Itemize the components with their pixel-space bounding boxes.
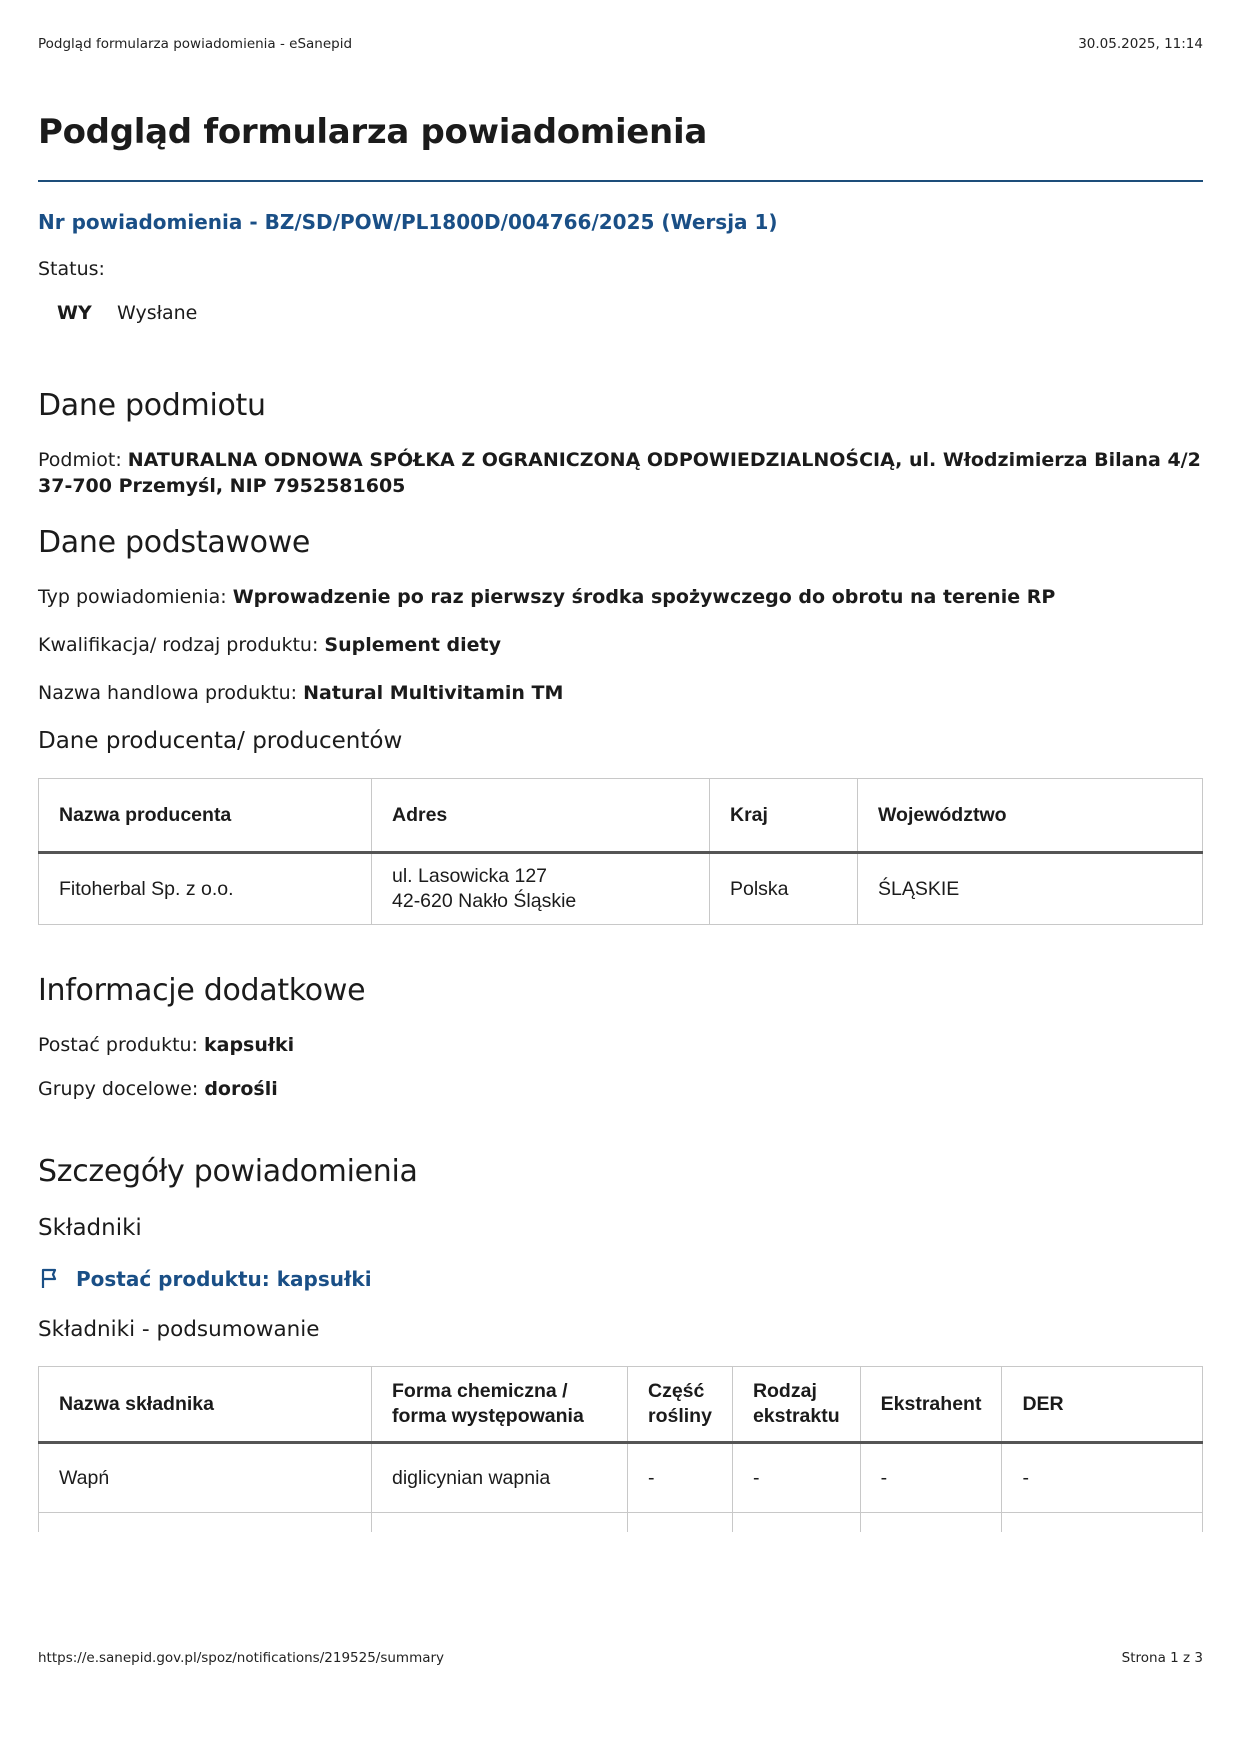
- column-header: DER: [1002, 1367, 1203, 1443]
- producer-address-line: 42-620 Nakło Śląskie: [392, 890, 577, 912]
- entity-field: [38, 447, 1203, 499]
- producers-header-row: [39, 779, 1203, 853]
- producers-heading: Dane producenta/ producentów: [38, 728, 403, 754]
- status-code: WY: [57, 302, 92, 324]
- column-header: Rodzaj ekstraktu: [732, 1367, 860, 1443]
- column-header: Część rośliny: [628, 1367, 733, 1443]
- product-form-link-label: Postać produktu: kapsułki: [76, 1267, 372, 1291]
- ingredient-der: -: [1002, 1443, 1203, 1513]
- product-kind-field: [38, 632, 1203, 658]
- ingredient-extract-type: -: [732, 1443, 860, 1513]
- column-header: Adres: [372, 779, 710, 853]
- product-name-value: Natural Multivitamin TM: [303, 682, 564, 704]
- status-badge: [57, 302, 1203, 324]
- product-name-label: Nazwa handlowa produktu:: [38, 682, 304, 704]
- producer-name: Fitoherbal Sp. z o.o.: [39, 853, 372, 925]
- column-header: Województwo: [858, 779, 1203, 853]
- page-number: Strona 1 z 3: [1121, 1650, 1203, 1666]
- notification-type-value: Wprowadzenie po raz pierwszy środka spożywczego do obrotu na terenie RP: [232, 586, 1056, 608]
- product-form-label: Postać produktu:: [38, 1034, 204, 1056]
- target-groups-field: [38, 1076, 1203, 1102]
- print-header-title: Podgląd formularza powiadomienia - eSanepid: [38, 36, 353, 52]
- ingredients-summary-heading: Składniki - podsumowanie: [38, 1317, 320, 1342]
- producer-address-line: ul. Lasowicka 127: [392, 865, 548, 887]
- ingredient-name: Wapń: [39, 1443, 372, 1513]
- producers-table: [38, 778, 1203, 925]
- page-url: https://e.sanepid.gov.pl/spoz/notifications/219525/summary: [38, 1650, 445, 1666]
- entity-label: Podmiot:: [38, 449, 128, 471]
- producer-country: Polska: [710, 853, 858, 925]
- table-row: [39, 1443, 1203, 1513]
- entity-value: NATURALNA ODNOWA SPÓŁKA Z OGRANICZONĄ ODPOWIEDZIALNOŚCIĄ, ul. Włodzimierza Bilana 4/2 37-700 Przemyśl, NIP 7952581605: [38, 449, 1201, 497]
- product-kind-value: Suplement diety: [324, 634, 502, 656]
- column-header: Ekstrahent: [860, 1367, 1002, 1443]
- notification-type-field: [38, 584, 1203, 610]
- status-label: Status:: [38, 258, 105, 280]
- page-title: Podgląd formularza powiadomienia: [38, 112, 1203, 182]
- table-row: [39, 1513, 1203, 1533]
- flag-icon: [38, 1267, 62, 1291]
- table-row: [39, 853, 1203, 925]
- status-text: Wysłane: [117, 302, 198, 324]
- print-header: [38, 36, 1203, 52]
- product-form-field: [38, 1032, 1203, 1058]
- ingredient-extractant: -: [860, 1443, 1002, 1513]
- section-additional-heading: Informacje dodatkowe: [38, 973, 366, 1008]
- column-header: Kraj: [710, 779, 858, 853]
- product-kind-label: Kwalifikacja/ rodzaj produktu:: [38, 634, 325, 656]
- column-header: Nazwa producenta: [39, 779, 372, 853]
- ingredients-table-wrapper: [38, 1366, 1203, 1532]
- document: [38, 112, 1203, 1532]
- target-groups-value: dorośli: [204, 1078, 278, 1100]
- ingredients-table: [38, 1366, 1203, 1532]
- producer-address: [372, 853, 710, 925]
- column-header: Forma chemiczna / forma występowania: [372, 1367, 628, 1443]
- print-header-datetime: 30.05.2025, 11:14: [1078, 36, 1203, 52]
- notification-number: Nr powiadomienia - BZ/SD/POW/PL1800D/004766/2025 (Wersja 1): [38, 210, 778, 234]
- product-form-value: kapsułki: [204, 1034, 295, 1056]
- section-entity-heading: Dane podmiotu: [38, 388, 266, 423]
- ingredients-heading: Składniki: [38, 1215, 142, 1241]
- column-header: Nazwa składnika: [39, 1367, 372, 1443]
- target-groups-label: Grupy docelowe:: [38, 1078, 205, 1100]
- ingredients-header-row: [39, 1367, 1203, 1443]
- producer-voivodeship: ŚLĄSKIE: [858, 853, 1203, 925]
- ingredient-chemical-form: diglicynian wapnia: [372, 1443, 628, 1513]
- print-footer: [38, 1650, 1203, 1666]
- ingredient-plant-part: -: [628, 1443, 733, 1513]
- section-details-heading: Szczegóły powiadomienia: [38, 1154, 418, 1189]
- section-basic-heading: Dane podstawowe: [38, 525, 311, 560]
- notification-type-label: Typ powiadomienia:: [38, 586, 233, 608]
- product-name-field: [38, 680, 1203, 706]
- product-form-link[interactable]: [38, 1267, 1203, 1291]
